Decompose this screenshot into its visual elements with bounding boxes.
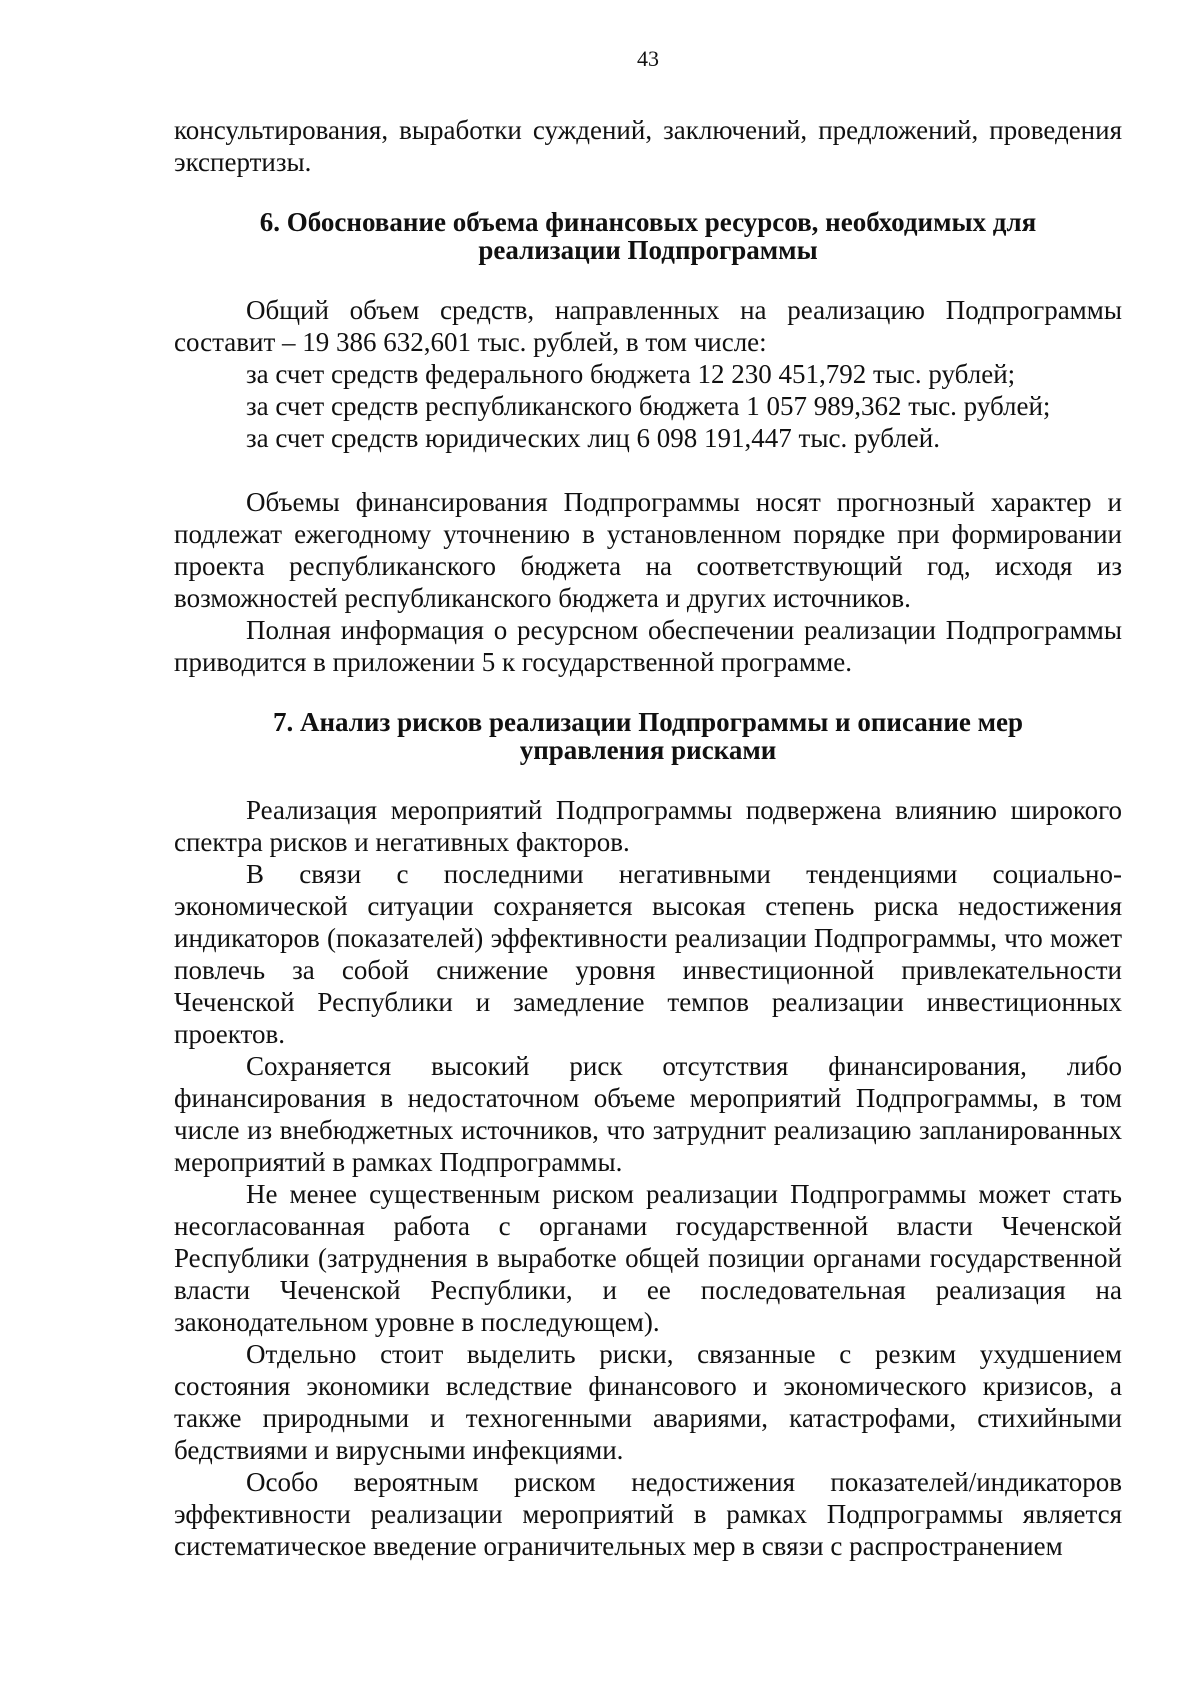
funding-item-legal-entities: за счет средств юридических лиц 6 098 191,447 тыс. рублей. <box>246 423 940 453</box>
section-7-heading <box>174 708 1122 764</box>
section-7-paragraph: Реализация мероприятий Подпрограммы подвержена влиянию широкого спектра рисков и негативных факторов. <box>174 795 1122 857</box>
section-7-paragraph: Отдельно стоит выделить риски, связанные с резким ухудшением состояния экономики вследствие финансового и экономического кризисов, а также природными и техногенными авариями, катастрофами, стихийными бедствиями и вирусными инфекциями. <box>174 1339 1122 1465</box>
section-6-heading-line-1: 6. Обоснование объема финансовых ресурсов, необходимых для <box>259 207 1037 237</box>
funding-item-federal: за счет средств федерального бюджета 12 230 451,792 тыс. рублей; <box>246 359 1016 389</box>
section-7-paragraph: Не менее существенным риском реализации Подпрограммы может стать несогласованная работа с органами государственной власти Чеченской Республики (затруднения в выработке общей позиции органами государственной власти Чеченской Республики, и ее последовательная реализация на законодательном уровне в последующем). <box>174 1179 1122 1337</box>
section-6-heading-line-2: реализации Подпрограммы <box>478 235 818 265</box>
section-6-total-paragraph: Общий объем средств, направленных на реализацию Подпрограммы составит – 19 386 632,601 тыс. рублей, в том числе: <box>174 295 1122 357</box>
section-7-heading-line-2: управления рисками <box>519 735 777 765</box>
section-6-forecast-paragraph: Объемы финансирования Подпрограммы носят прогнозный характер и подлежат ежегодному уточнению в установленном порядке при формировании проекта республиканского бюджета на соответствующий год, исходя из возможностей республиканского бюджета и других источников. <box>174 487 1122 613</box>
section-7-last-paragraph: Особо вероятным риском недостижения показателей/индикаторов эффективности реализации мероприятий в рамках Подпрограммы является систематическое введение ограничительных мер в связи с распространением <box>174 1467 1122 1561</box>
section-7-paragraph: В связи с последними негативными тенденциями социально-экономической ситуации сохраняется высокая степень риска недостижения индикаторов (показателей) эффективности реализации Подпрограммы, что может повлечь за собой снижение уровня инвестиционной привлекательности Чеченской Республики и замедление темпов реализации инвестиционных проектов. <box>174 859 1122 1049</box>
section-7-paragraph: Сохраняется высокий риск отсутствия финансирования, либо финансирования в недостаточном объеме мероприятий Подпрограммы, в том числе из внебюджетных источников, что затруднит реализацию запланированных мероприятий в рамках Подпрограммы. <box>174 1051 1122 1177</box>
funding-item-republican: за счет средств республиканского бюджета 1 057 989,362 тыс. рублей; <box>246 391 1051 421</box>
section-6-heading <box>174 208 1122 264</box>
page-content <box>174 114 1122 1562</box>
intro-paragraph: консультирования, выработки суждений, заключений, предложений, проведения экспертизы. <box>174 115 1122 177</box>
section-6-full-info-paragraph: Полная информация о ресурсном обеспечении реализации Подпрограммы приводится в приложении 5 к государственной программе. <box>174 615 1122 677</box>
page-number: 43 <box>637 46 659 71</box>
section-7-heading-line-1: 7. Анализ рисков реализации Подпрограммы и описание мер <box>272 707 1024 737</box>
